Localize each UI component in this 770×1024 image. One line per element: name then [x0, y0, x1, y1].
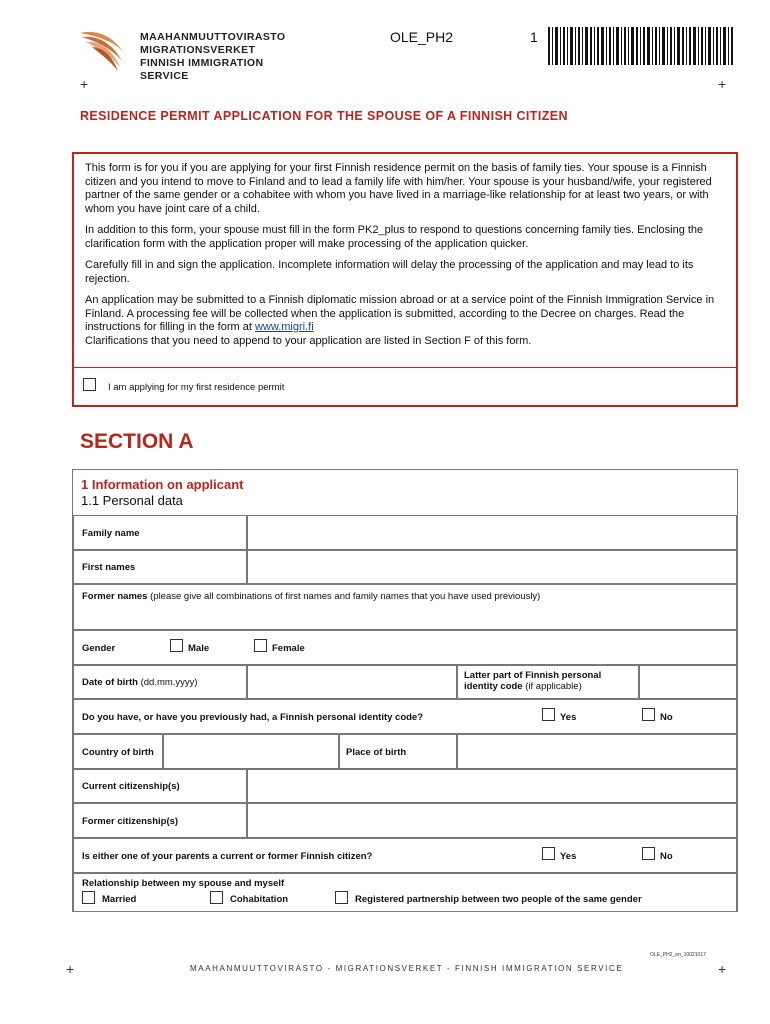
country-of-birth-label: Country of birth	[82, 747, 154, 758]
page-title: RESIDENCE PERMIT APPLICATION FOR THE SPOUSE OF A FINNISH CITIZEN	[80, 109, 568, 123]
crop-mark-bottom-right: +	[718, 961, 727, 977]
intro-paragraph-4	[85, 294, 725, 348]
dob-title: Date of birth	[82, 677, 138, 688]
intro-divider	[74, 367, 736, 368]
female-checkbox[interactable]	[254, 639, 267, 652]
first-permit-label: I am applying for my first residence permit	[108, 382, 285, 393]
former-names-title: Former names	[82, 591, 148, 602]
dob-field[interactable]	[247, 665, 457, 699]
pic-yes-checkbox[interactable]	[542, 708, 555, 721]
page-number: 1	[530, 29, 538, 45]
latter-part-label-cell	[457, 665, 639, 699]
latter-part-field[interactable]	[639, 665, 737, 699]
former-citizenship-label: Former citizenship(s)	[82, 816, 179, 827]
subsection-title: 1 Information on applicant	[81, 477, 244, 492]
male-label: Male	[188, 643, 210, 654]
place-of-birth-field[interactable]	[457, 734, 737, 769]
logo-line-2: MIGRATIONSVERKET	[140, 44, 256, 56]
place-of-birth-label: Place of birth	[346, 747, 407, 758]
form-code: OLE_PH2	[390, 29, 454, 45]
latter-part-label	[464, 670, 634, 692]
former-citizenship-label-cell	[73, 803, 247, 838]
migri-link[interactable]: www.migri.fi	[254, 321, 314, 333]
intro-p4-after: Clarifications that you need to append to your application are listed in Section F of this form.	[85, 334, 532, 347]
family-name-field[interactable]	[247, 515, 737, 550]
footer-text: MAAHANMUUTTOVIRASTO - MIGRATIONSVERKET - FINNISH IMMIGRATION SERVICE	[190, 964, 624, 973]
first-names-label-cell	[73, 550, 247, 584]
pic-question-label: Do you have, or have you previously had, a Finnish personal identity code?	[82, 712, 424, 723]
crop-mark-bottom-left: +	[66, 961, 75, 977]
country-of-birth-label-cell	[73, 734, 163, 769]
registered-partnership-label: Registered partnership between two people of the same gender	[355, 894, 642, 905]
migri-bird-icon	[78, 27, 138, 72]
crop-mark-top-right: +	[718, 76, 727, 92]
subsection-subtitle: 1.1 Personal data	[81, 493, 183, 508]
section-a-form	[72, 469, 738, 912]
relationship-label: Relationship between my spouse and myself	[82, 878, 285, 889]
logo	[78, 27, 308, 82]
gender-row	[73, 630, 737, 665]
dob-hint: (dd.mm.yyyy)	[140, 677, 198, 688]
current-citizenship-label: Current citizenship(s)	[82, 781, 180, 792]
parents-no-label: No	[660, 851, 673, 862]
first-names-field[interactable]	[247, 550, 737, 584]
intro-paragraph-1: This form is for you if you are applying for your first Finnish residence permit on the basis of family ties. Your spouse is a Finnish citizen and you intend to move to Finland and to lead a family life with him/her. Your spouse is your husband/wife, your registered partner of the same gender or a cohabitee with whom you have lived in a marriage-like relationship for at least two years, or with whom you have joint care of a child.	[85, 162, 712, 215]
first-permit-checkbox[interactable]	[83, 378, 96, 391]
intro-paragraph-2: In addition to this form, your spouse must fill in the form PK2_plus to respond to questions concerning family ties. Enclosing the clarification form with the application proper will make processing of the application quicker.	[85, 224, 704, 250]
married-label: Married	[102, 894, 137, 905]
pic-no-label: No	[660, 712, 673, 723]
current-citizenship-label-cell	[73, 769, 247, 803]
pic-question-row	[73, 699, 737, 734]
barcode-icon	[548, 27, 733, 65]
logo-line-1: MAAHANMUUTTOVIRASTO	[140, 31, 286, 43]
married-checkbox[interactable]	[82, 891, 95, 904]
country-of-birth-field[interactable]	[163, 734, 339, 769]
registered-partnership-checkbox[interactable]	[335, 891, 348, 904]
dob-label-cell	[73, 665, 247, 699]
intro-text	[85, 162, 725, 356]
current-citizenship-field[interactable]	[247, 769, 737, 803]
version-code: OLE_PH2_en_10021017	[650, 952, 706, 958]
former-names-hint: (please give all combinations of first names and family names that you have used previously)	[150, 591, 541, 602]
first-names-label: First names	[82, 562, 136, 573]
cohabitation-label: Cohabitation	[230, 894, 289, 905]
pic-yes-label: Yes	[560, 712, 577, 723]
intro-p4-text: An application may be submitted to a Finnish diplomatic mission abroad or at a service point of the Finnish Immigration Service in Finland. A processing fee will be collected when the application is submitted, according to the Decree on charges. Read the instructions for filling in the form at	[85, 294, 715, 333]
intro-paragraph-3: Carefully fill in and sign the application. Incomplete information will delay the processing of the application and may lead to its rejection.	[85, 259, 694, 285]
family-name-label-cell	[73, 515, 247, 550]
parents-question-label: Is either one of your parents a current or former Finnish citizen?	[82, 851, 373, 862]
relationship-row	[73, 873, 737, 911]
former-citizenship-field[interactable]	[247, 803, 737, 838]
pic-no-checkbox[interactable]	[642, 708, 655, 721]
male-checkbox[interactable]	[170, 639, 183, 652]
gender-label: Gender	[82, 643, 116, 654]
latter-part-title: Latter part of Finnish personal identity code	[464, 670, 602, 692]
logo-line-3: FINNISH IMMIGRATION SERVICE	[140, 57, 264, 82]
family-name-label: Family name	[82, 528, 140, 539]
former-names-field[interactable]	[73, 584, 737, 630]
latter-part-hint: (if applicable)	[525, 681, 582, 692]
place-of-birth-label-cell	[339, 734, 457, 769]
former-names-label	[82, 591, 540, 602]
parents-yes-checkbox[interactable]	[542, 847, 555, 860]
crop-mark-top-left: +	[80, 76, 89, 92]
female-label: Female	[272, 643, 305, 654]
section-heading: SECTION A	[80, 430, 194, 453]
parents-yes-label: Yes	[560, 851, 577, 862]
intro-box	[72, 152, 738, 407]
cohabitation-checkbox[interactable]	[210, 891, 223, 904]
dob-label	[82, 677, 198, 688]
parents-no-checkbox[interactable]	[642, 847, 655, 860]
parents-question-row	[73, 838, 737, 873]
